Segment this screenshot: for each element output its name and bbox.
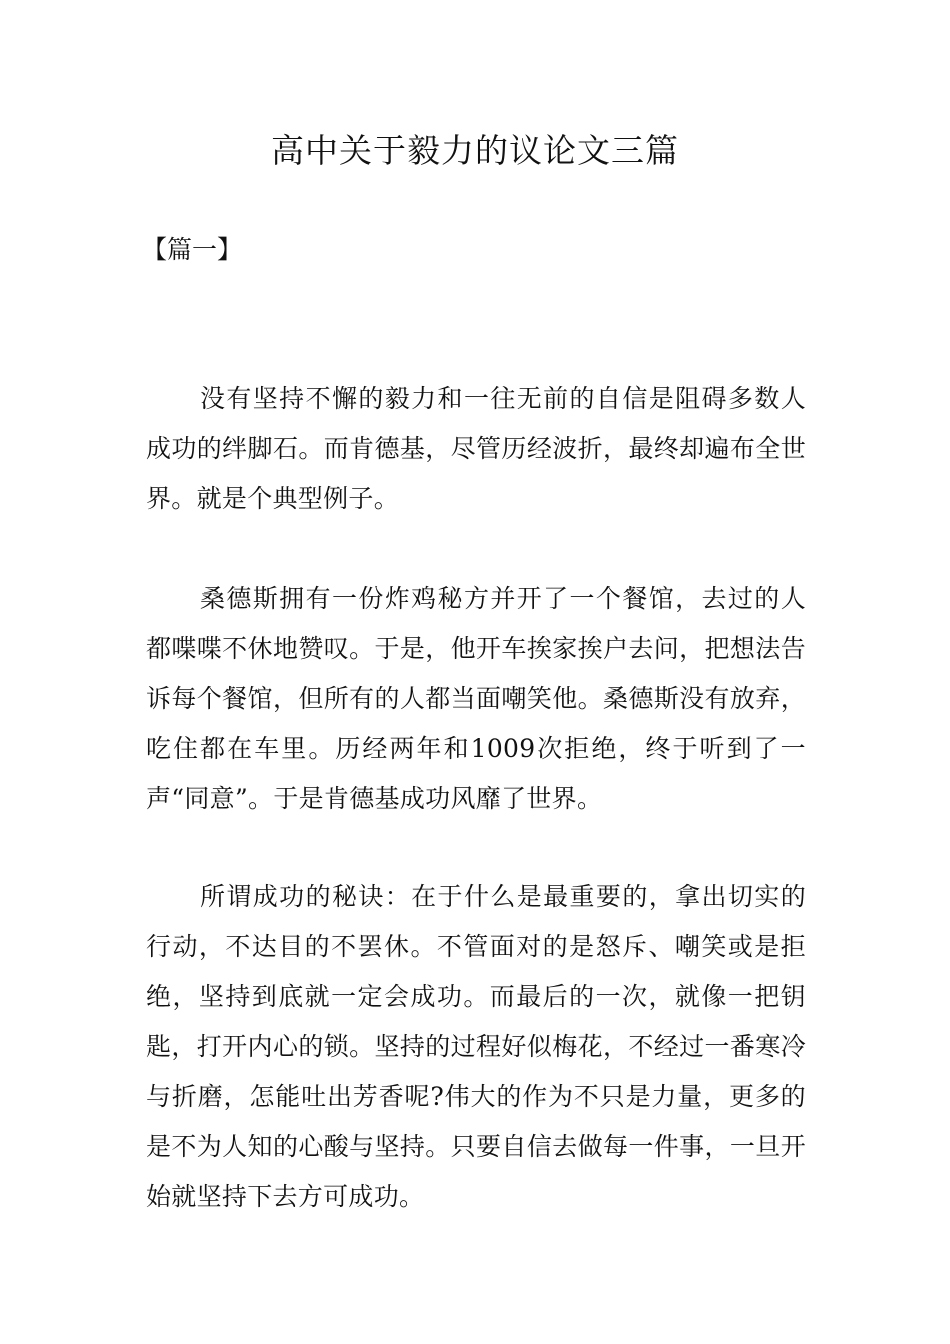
paragraph: 桑德斯拥有一份炸鸡秘方并开了一个餐馆，去过的人都喋喋不休地赞叹。于是，他开车挨家挨户去问，把想法告诉每个餐馆，但所有的人都当面嘲笑他。桑德斯没有放弃，吃住都在车里。历经两年和1009次拒绝，终于听到了一声“同意”。于是肯德基成功风靡了世界。 [146,584,806,813]
document-title: 高中关于毅力的议论文三篇 [271,131,679,170]
section-label: 【篇一】 [142,235,243,264]
paragraph: 没有坚持不懈的毅力和一往无前的自信是阻碍多数人成功的绊脚石。而肯德基，尽管历经波折，最终却遍布全世界。就是个典型例子。 [146,384,806,513]
paragraph: 所谓成功的秘诀：在于什么是最重要的，拿出切实的行动，不达目的不罢休。不管面对的是怒斥、嘲笑或是拒绝，坚持到底就一定会成功。而最后的一次，就像一把钥匙，打开内心的锁。坚持的过程好似梅花，不经过一番寒冷与折磨，怎能吐出芳香呢?伟大的作为不只是力量，更多的是不为人知的心酸与坚持。只要自信去做每一件事，一旦开始就坚持下去方可成功。 [146,882,806,1211]
